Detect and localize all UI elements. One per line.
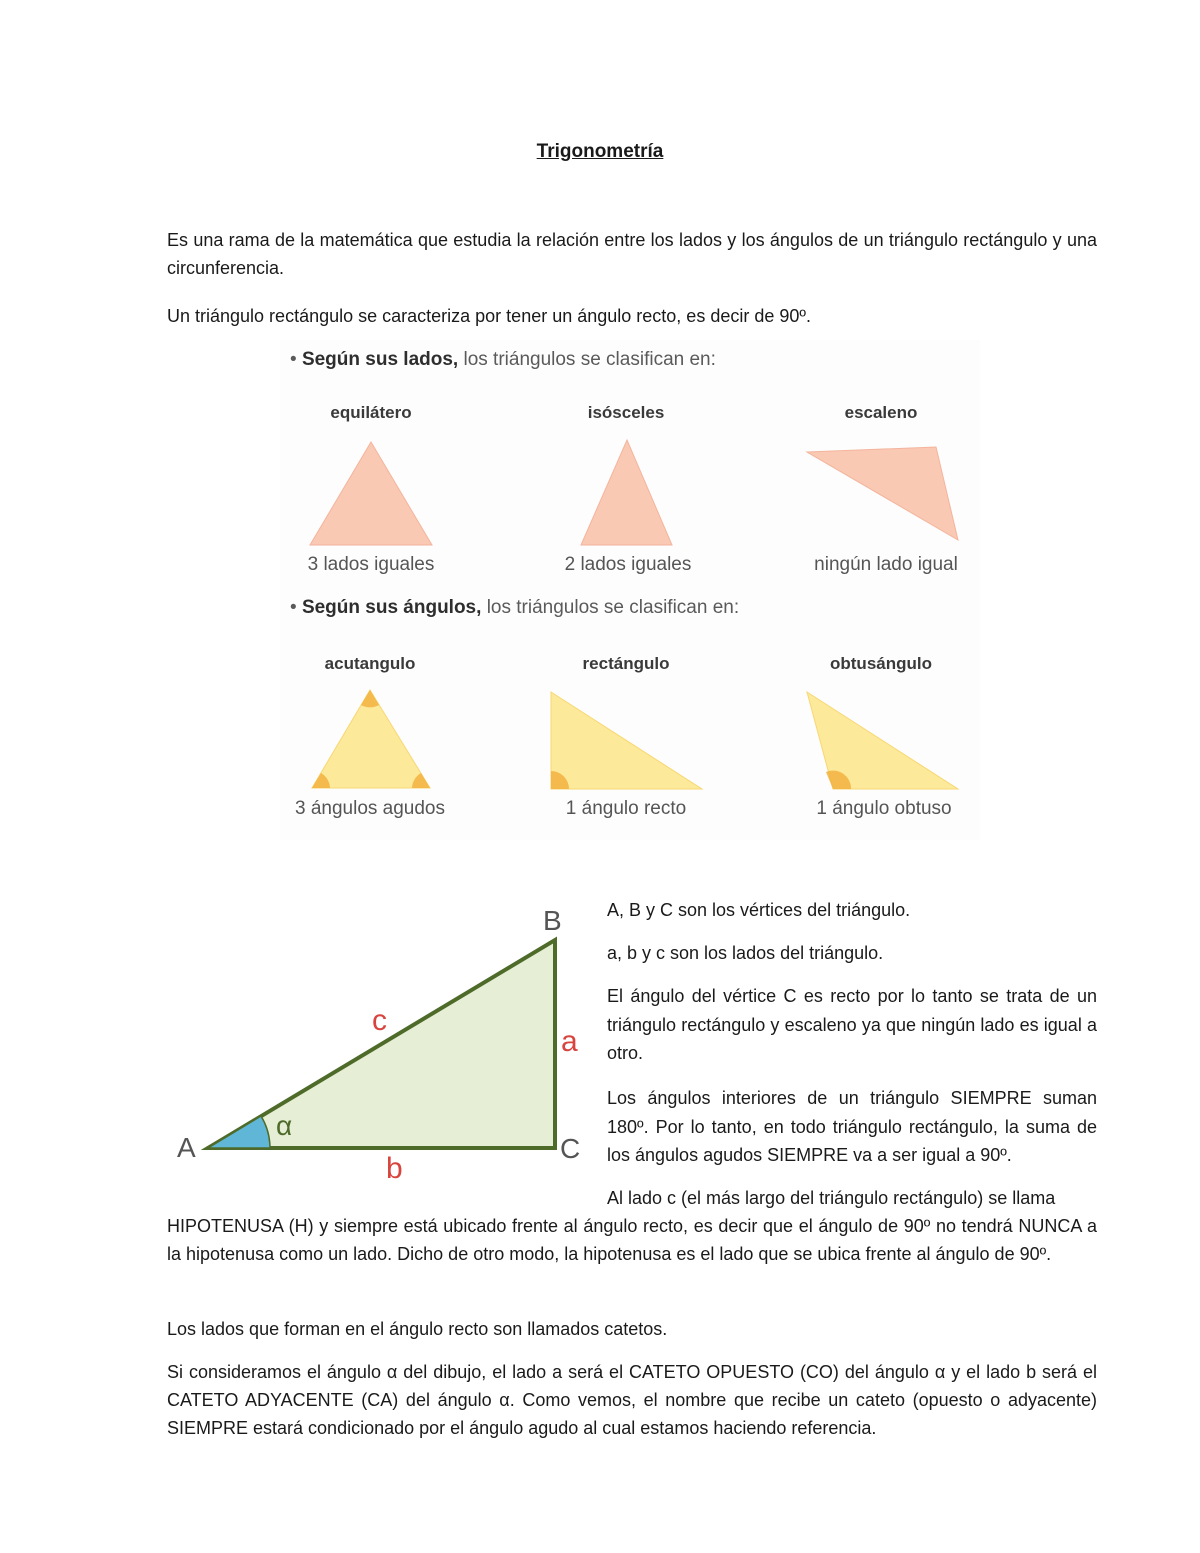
label-rectangulo: rectángulo	[582, 654, 670, 673]
page-title: Trigonometría	[536, 141, 664, 162]
angles-heading-rest: los triángulos se clasifican en:	[481, 597, 740, 618]
sides-text: a, b y c son los lados del triángulo.	[607, 943, 884, 963]
label-acutangulo: acutangulo	[324, 654, 416, 673]
caption-acutangulo: 3 ángulos agudos	[294, 798, 445, 819]
angles-heading-bold: Según sus ángulos,	[301, 597, 482, 618]
right-triangle-small	[551, 692, 702, 789]
angle-sum-text: Los ángulos interiores de un triángulo SIEMPRE suman 180º. Por lo tanto, en todo triángulo rectángulo, la suma de los ángulos agudos SIEMPRE va a ser igual a 90º.	[607, 1088, 1097, 1165]
label-isosceles: isósceles	[587, 403, 665, 422]
sides-heading-rest: los triángulos se clasifican en:	[458, 349, 716, 370]
catetos-paragraph: Los lados que forman en el ángulo recto son llamados catetos.	[167, 1319, 668, 1339]
caption-escaleno: ningún lado igual	[814, 554, 958, 575]
caption-rectangulo: 1 ángulo recto	[565, 798, 687, 819]
caption-equilatero: 3 lados iguales	[307, 554, 435, 575]
side-c-label: c	[372, 1004, 387, 1037]
caption-isosceles: 2 lados iguales	[564, 554, 692, 575]
equilateral-triangle	[310, 442, 432, 545]
alpha-angle-mark	[208, 1116, 270, 1148]
final-paragraph: Si consideramos el ángulo α del dibujo, el lado a será el CATETO OPUESTO (CO) del ángulo α y el lado b será el CATETO ADYACENTE (CA) del ángulo α. Como vemos, el nombre que recibe un cateto (opuesto o adyacente) SIEMPRE estará condicionado por el ángulo agudo al cual estamos haciendo referencia.	[167, 1362, 1097, 1438]
acute-angle-mark-top	[361, 690, 379, 707]
side-b-label: b	[386, 1152, 403, 1185]
hypotenuse-paragraph: HIPOTENUSA (H) y siempre está ubicado frente al ángulo recto, es decir que el ángulo de 90º no tendrá NUNCA a la hipotenusa como un lado. Dicho de otro modo, la hipotenusa es el lado que se ubica frente al ángulo de 90º.	[167, 1216, 1097, 1264]
vertices-text: A, B y C son los vértices del triángulo.	[607, 900, 911, 920]
intro-paragraph: Es una rama de la matemática que estudia la relación entre los lados y los ángulos de un triángulo rectángulo y una circunferencia.	[167, 230, 1097, 278]
angles-heading	[290, 597, 739, 619]
bullet: •	[290, 349, 297, 370]
label-equilatero: equilátero	[330, 403, 412, 422]
side-a-label: a	[561, 1025, 578, 1058]
alpha-label: α	[276, 1110, 293, 1141]
vertex-a-label: A	[177, 1132, 196, 1163]
vertex-b-label: B	[543, 905, 562, 936]
scalene-triangle	[807, 447, 958, 540]
vertex-c-label: C	[560, 1133, 581, 1164]
sides-heading-bold: Según sus lados,	[301, 349, 459, 370]
label-obtusangulo: obtusángulo	[830, 654, 932, 673]
bullet: •	[290, 597, 297, 618]
right-angle-text: El ángulo del vértice C es recto por lo tanto se trata de un triángulo rectángulo y escaleno ya que ningún lado es igual a otro.	[607, 986, 1097, 1063]
right-triangle-definition: Un triángulo rectángulo se caracteriza por tener un ángulo recto, es decir de 90º.	[167, 306, 811, 326]
isosceles-triangle	[581, 440, 672, 545]
caption-obtusangulo: 1 ángulo obtuso	[816, 798, 952, 819]
hypotenuse-intro-text: Al lado c (el más largo del triángulo rectángulo) se llama	[607, 1188, 1056, 1208]
label-escaleno: escaleno	[844, 403, 918, 422]
